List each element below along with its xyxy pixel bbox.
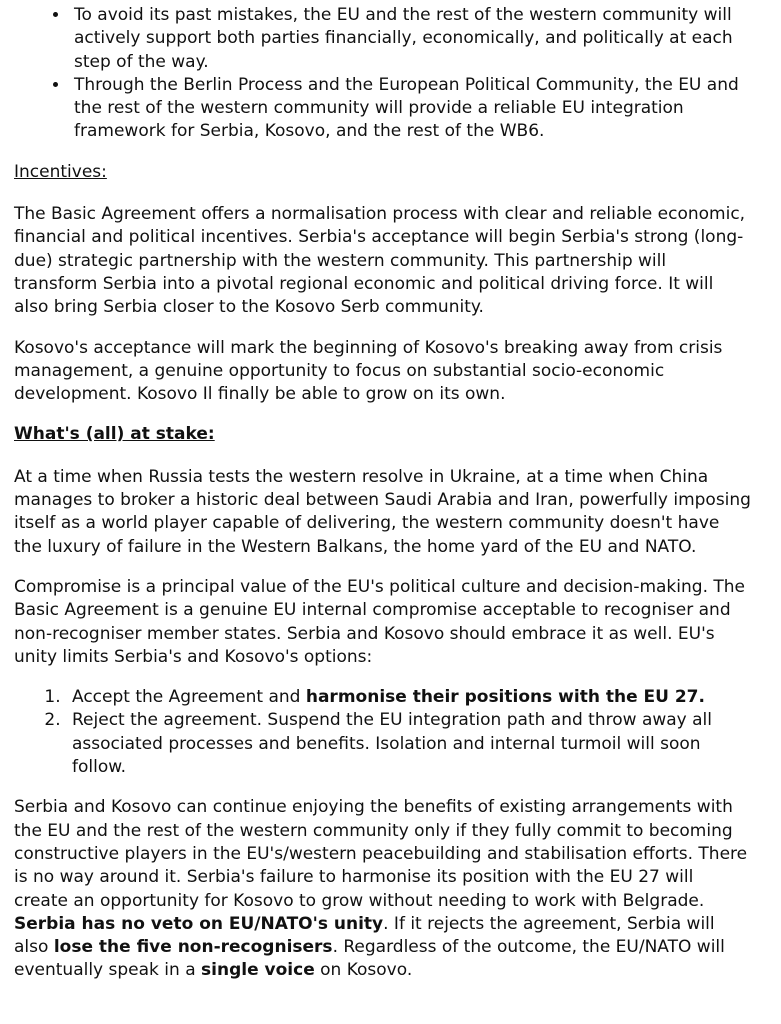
bullet-item-support: • To avoid its past mistakes, the EU and the rest of the western community will actively support both parties financially, economically, and politically at each step of the way. <box>70 4 751 74</box>
bullet-item-berlin-process: • Through the Berlin Process and the European Political Community, the EU and the rest of the western community will provide a reliable EU integration framework for Serbia, Kosovo, and the rest of the WB6. <box>70 74 751 144</box>
stake-paragraph-geopolitics: At a time when Russia tests the western resolve in Ukraine, at a time when China manages to broker a historic deal between Saudi Arabia and Iran, powerfully imposing itself as a world player capable of delivering, the western community doesn't have the luxury of failure in the Western Balkans, the home yard of the EU and NATO. <box>14 466 751 557</box>
option-item-accept: 1. Accept the Agreement and harmonise their positions with the EU 27. <box>66 686 751 709</box>
options-numbered-list <box>14 686 751 779</box>
incentives-heading: Incentives: <box>14 161 107 182</box>
stake-heading: What's (all) at stake: <box>14 424 215 445</box>
stake-paragraph-compromise: Compromise is a principal value of the EU's political culture and decision-making. The Basic Agreement is a genuine EU internal compromise acceptable to recogniser and non-recogniser member states. Serbia and Kosovo should embrace it as well. EU's unity limits Serbia's and Kosovo's options: <box>14 576 745 667</box>
incentives-paragraph-kosovo: Kosovo's acceptance will mark the beginning of Kosovo's breaking away from crisis management, a genuine opportunity to focus on substantial socio-economic development. Kosovo Il finally be able to grow on its own. <box>14 337 723 405</box>
option-item-reject: 2. Reject the agreement. Suspend the EU integration path and throw away all associated processes and benefits. Isolation and internal turmoil will soon follow. <box>66 709 751 779</box>
support-bullet-list <box>14 4 751 144</box>
closing-paragraph: Serbia and Kosovo can continue enjoying the benefits of existing arrangements with the EU and the rest of the western community only if they fully commit to becoming constructive players in the EU's/western peacebuilding and stabilisation efforts. There is no way around it. Serbia's failure to harmonise its position with the EU 27 will create an opportunity for Kosovo to grow without needing to work with Belgrade. Serbia has no veto on EU/NATO's unity. If it rejects the agreement, Serbia will also lose the five non-recognisers. Regardless of the outcome, the EU/NATO will eventually speak in a single voice on Kosovo. <box>14 797 748 981</box>
incentives-paragraph-serbia: The Basic Agreement offers a normalisation process with clear and reliable economic, financial and political incentives. Serbia's acceptance will begin Serbia's strong (long-due) strategic partnership with the western community. This partnership will transform Serbia into a pivotal regional economic and political driving force. It will also bring Serbia closer to the Kosovo Serb community. <box>14 204 746 318</box>
